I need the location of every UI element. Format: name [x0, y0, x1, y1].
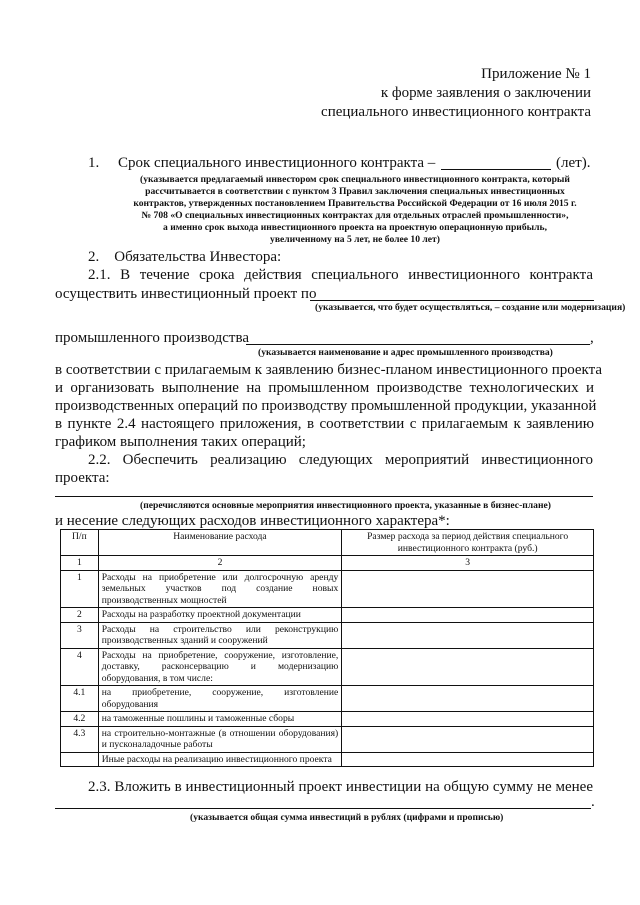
row-expense-amount[interactable]	[342, 622, 594, 648]
item1-note-line: увеличенному на 5 лет, не более 10 лет)	[270, 234, 440, 245]
appendix-form-line: к форме заявления о заключении	[380, 85, 591, 101]
p22-note: (перечисляются основные мероприятия инвестиционного проекта, указанные в бизнес-плане)	[140, 500, 551, 511]
term-unit: (лет).	[556, 155, 591, 171]
row-expense-name: на строительно-монтажные (в отношении оборудования) и пусконаладочные работы	[98, 726, 342, 752]
row-expense-amount[interactable]	[342, 570, 594, 608]
appendix-number: Приложение № 1	[481, 66, 591, 82]
table-row	[61, 648, 594, 686]
table-row	[61, 752, 594, 767]
industry-blank-line	[246, 344, 590, 345]
table-row	[61, 608, 594, 623]
row-expense-name: на приобретение, сооружение, изготовление оборудования	[98, 686, 342, 712]
column-number: 2	[98, 556, 342, 571]
column-number: 3	[342, 556, 594, 571]
row-expense-amount[interactable]	[342, 712, 594, 727]
p23-line1: 2.3. Вложить в инвестиционный проект инвестиции на общую сумму не менее	[88, 779, 593, 795]
item1-note-line: контрактов, утвержденных постановлением Правительства Российской Федерации от 16 июля 2015 г.	[133, 198, 577, 209]
header-number: П/п	[61, 530, 99, 556]
row-expense-name: Расходы на строительство или реконструкцию производственных зданий и сооружений	[98, 622, 342, 648]
body-line: производственных операций по производству промышленной продукции, указанной	[55, 398, 597, 414]
industry-label: промышленного производства	[55, 330, 250, 346]
p21-line2: осуществить инвестиционный проект по	[55, 286, 317, 302]
row-number	[61, 752, 99, 767]
item1-note-line: рассчитывается в соответствии с пунктом 3 Правил заключения специальных инвестиционных	[145, 186, 565, 197]
row-number: 4.1	[61, 686, 99, 712]
row-expense-amount[interactable]	[342, 686, 594, 712]
expenses-table	[60, 529, 594, 767]
row-expense-name: Иные расходы на реализацию инвестиционного проекта	[98, 752, 342, 767]
body-line: в пункте 2.4 настоящего приложения, в соответствии с прилагаемым к заявлению	[55, 416, 594, 432]
p22-line1: 2.2. Обеспечить реализацию следующих мероприятий инвестиционного	[88, 452, 593, 468]
body-line: и организовать выполнение на промышленном производстве технологических и	[55, 380, 594, 396]
table-row	[61, 686, 594, 712]
industry-note: (указывается наименование и адрес промышленного производства)	[258, 347, 553, 358]
row-expense-name: на таможенные пошлины и таможенные сборы	[98, 712, 342, 727]
p21-line1: 2.1. В течение срока действия специального инвестиционного контракта	[88, 267, 593, 283]
table-row	[61, 726, 594, 752]
header-expense-amount: Размер расхода за период действия специального инвестиционного контракта (руб.)	[342, 530, 594, 556]
row-number: 2	[61, 608, 99, 623]
p23-note: (указывается общая сумма инвестиций в рублях (цифрами и прописью)	[190, 812, 504, 823]
header-expense-name: Наименование расхода	[98, 530, 342, 556]
item1-term-text: 1. Срок специального инвестиционного контракта –	[88, 155, 436, 171]
row-expense-amount[interactable]	[342, 726, 594, 752]
table-row	[61, 712, 594, 727]
row-expense-amount[interactable]	[342, 608, 594, 623]
row-expense-name: Расходы на приобретение, сооружение, изготовление, доставку, расконсервацию и модернизацию оборудования, в том числе:	[98, 648, 342, 686]
activities-blank-line	[55, 496, 593, 497]
body-line: графиком выполнения таких операций;	[55, 434, 306, 450]
row-expense-amount[interactable]	[342, 648, 594, 686]
table-row	[61, 570, 594, 608]
table-numbering-row	[61, 556, 594, 571]
row-expense-name: Расходы на приобретение или долгосрочную аренду земельных участков под создание новых производственных мощностей	[98, 570, 342, 608]
item2-title: 2. Обязательства Инвестора:	[88, 249, 282, 265]
body-line: в соответствии с прилагаемым к заявлению бизнес-планом инвестиционного проекта	[55, 362, 603, 378]
row-expense-name: Расходы на разработку проектной документации	[98, 608, 342, 623]
investment-sum-blank-line	[55, 808, 591, 809]
row-number: 3	[61, 622, 99, 648]
p21-note: (указывается, что будет осуществляться, – создание или модернизация)	[315, 302, 626, 313]
row-expense-amount[interactable]	[342, 752, 594, 767]
item1-note-line: а именно срок выхода инвестиционного проекта на проектную операционную прибыль,	[163, 222, 547, 233]
expenses-intro: и несение следующих расходов инвестиционного характера*:	[55, 513, 450, 529]
item1-note-line: № 708 «О специальных инвестиционных контрактах для отдельных отраслей промышленности»,	[141, 210, 569, 221]
table-row	[61, 622, 594, 648]
item1-note-line: (указывается предлагаемый инвестором срок специального инвестиционного контракта, который	[140, 174, 570, 185]
row-number: 1	[61, 570, 99, 608]
industry-comma: ,	[590, 330, 594, 346]
row-number: 4	[61, 648, 99, 686]
column-number: 1	[61, 556, 99, 571]
investment-period: .	[591, 794, 595, 810]
project-type-blank-line	[310, 300, 594, 301]
p22-line2: проекта:	[55, 470, 110, 486]
term-blank-line	[441, 169, 551, 170]
appendix-contract-line: специального инвестиционного контракта	[321, 104, 591, 120]
row-number: 4.2	[61, 712, 99, 727]
row-number: 4.3	[61, 726, 99, 752]
table-header-row	[61, 530, 594, 556]
